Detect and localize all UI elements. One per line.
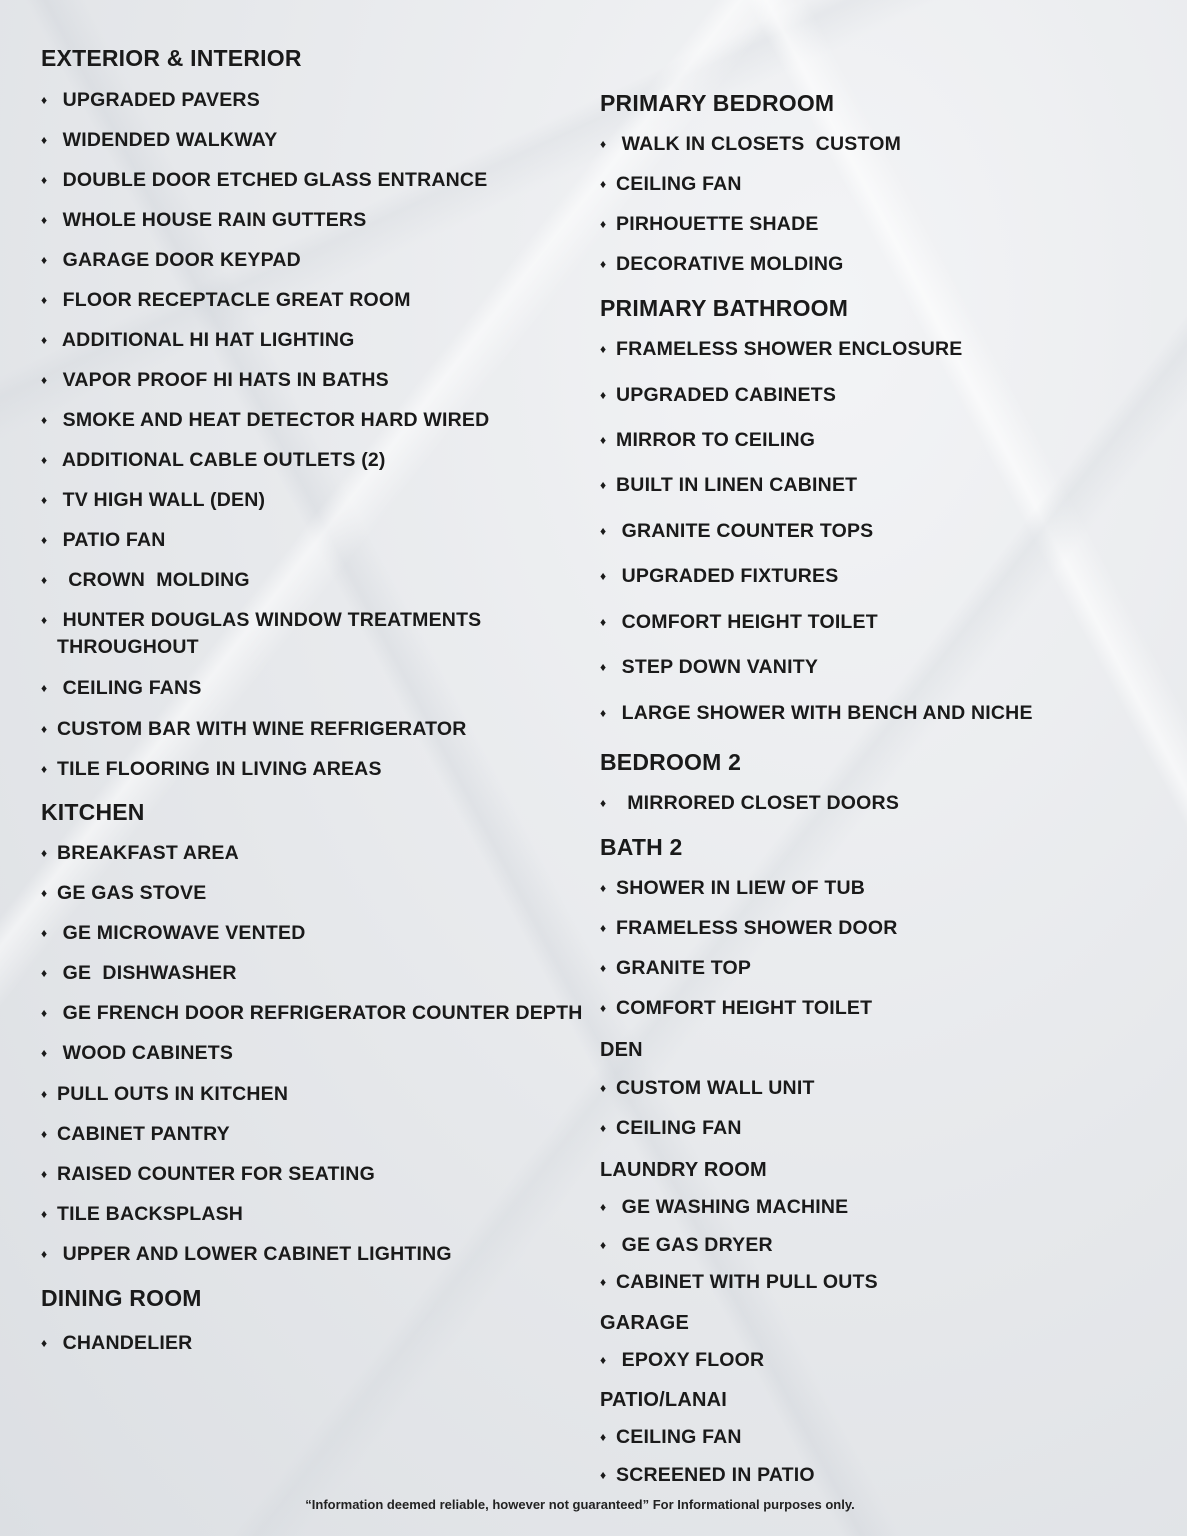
list-item: ♦ HUNTER DOUGLAS WINDOW TREATMENTS THROUGHOUT (41, 609, 488, 658)
list-item: ♦ TILE FLOORING IN LIVING AREAS (41, 756, 382, 783)
diamond-bullet-icon: ♦ (41, 573, 48, 587)
list-item: ♦ CEILING FANS (41, 675, 202, 702)
list-item: ♦ GE GAS DRYER (600, 1232, 773, 1259)
list-item: ♦ COMFORT HEIGHT TOILET (600, 995, 872, 1022)
diamond-bullet-icon: ♦ (600, 569, 607, 583)
list-item: ♦ CEILING FAN (600, 1424, 742, 1451)
disclaimer-footer: “Information deemed reliable, however not guaranteed” For Informational purposes only. (305, 1497, 855, 1512)
list-item: ♦ CABINET PANTRY (41, 1121, 230, 1148)
section-heading-primary-bedroom: PRIMARY BEDROOM (600, 90, 835, 116)
diamond-bullet-icon: ♦ (41, 1336, 48, 1350)
diamond-bullet-icon: ♦ (41, 966, 48, 980)
list-item: ♦ WHOLE HOUSE RAIN GUTTERS (41, 207, 366, 234)
list-item: ♦ ADDITIONAL CABLE OUTLETS (2) (41, 447, 386, 474)
diamond-bullet-icon: ♦ (600, 137, 607, 151)
list-item: ♦ WIDENDED WALKWAY (41, 127, 277, 154)
list-item: ♦ WOOD CABINETS (41, 1040, 233, 1067)
section-heading-bath-2: BATH 2 (600, 834, 683, 860)
list-item: ♦ TV HIGH WALL (DEN) (41, 487, 265, 514)
diamond-bullet-icon: ♦ (41, 373, 48, 387)
list-item: ♦ MIRROR TO CEILING (600, 427, 815, 454)
diamond-bullet-icon: ♦ (600, 706, 607, 720)
diamond-bullet-icon: ♦ (600, 921, 607, 935)
list-item: ♦ CABINET WITH PULL OUTS (600, 1269, 878, 1296)
diamond-bullet-icon: ♦ (41, 1207, 48, 1221)
list-item: ♦ UPGRADED CABINETS (600, 382, 836, 409)
list-item: ♦ CHANDELIER (41, 1330, 192, 1357)
list-item: ♦ SHOWER IN LIEW OF TUB (600, 875, 865, 902)
diamond-bullet-icon: ♦ (41, 533, 48, 547)
list-item: ♦ FRAMELESS SHOWER ENCLOSURE (600, 336, 962, 363)
diamond-bullet-icon: ♦ (41, 1127, 48, 1141)
diamond-bullet-icon: ♦ (600, 1238, 607, 1252)
list-item: ♦ CEILING FAN (600, 1115, 742, 1142)
diamond-bullet-icon: ♦ (41, 333, 48, 347)
diamond-bullet-icon: ♦ (41, 213, 48, 227)
list-item: ♦ GE MICROWAVE VENTED (41, 920, 306, 947)
diamond-bullet-icon: ♦ (600, 1001, 607, 1015)
diamond-bullet-icon: ♦ (41, 613, 48, 627)
diamond-bullet-icon: ♦ (41, 681, 48, 695)
diamond-bullet-icon: ♦ (41, 293, 48, 307)
diamond-bullet-icon: ♦ (41, 1247, 48, 1261)
section-heading-garage: GARAGE (600, 1312, 689, 1334)
section-heading-bedroom-2: BEDROOM 2 (600, 749, 742, 775)
section-heading-den: DEN (600, 1039, 643, 1061)
list-item: ♦ DECORATIVE MOLDING (600, 251, 844, 278)
diamond-bullet-icon: ♦ (41, 1167, 48, 1181)
list-item: ♦ LARGE SHOWER WITH BENCH AND NICHE (600, 700, 1033, 727)
diamond-bullet-icon: ♦ (600, 388, 607, 402)
diamond-bullet-icon: ♦ (600, 961, 607, 975)
diamond-bullet-icon: ♦ (600, 1081, 607, 1095)
list-item: ♦ COMFORT HEIGHT TOILET (600, 609, 878, 636)
diamond-bullet-icon: ♦ (600, 1200, 607, 1214)
diamond-bullet-icon: ♦ (600, 342, 607, 356)
diamond-bullet-icon: ♦ (41, 886, 48, 900)
diamond-bullet-icon: ♦ (600, 257, 607, 271)
list-item: ♦ FLOOR RECEPTACLE GREAT ROOM (41, 287, 411, 314)
list-item: ♦ GE DISHWASHER (41, 960, 237, 987)
list-item: ♦ CUSTOM BAR WITH WINE REFRIGERATOR (41, 716, 467, 743)
diamond-bullet-icon: ♦ (600, 217, 607, 231)
diamond-bullet-icon: ♦ (600, 881, 607, 895)
list-item: ♦ PULL OUTS IN KITCHEN (41, 1081, 288, 1108)
list-item: ♦ BUILT IN LINEN CABINET (600, 472, 857, 499)
section-heading-laundry-room: LAUNDRY ROOM (600, 1159, 767, 1181)
section-heading-primary-bathroom: PRIMARY BATHROOM (600, 295, 849, 321)
diamond-bullet-icon: ♦ (600, 478, 607, 492)
list-item: ♦ RAISED COUNTER FOR SEATING (41, 1161, 375, 1188)
diamond-bullet-icon: ♦ (600, 1468, 607, 1482)
list-item: ♦ CUSTOM WALL UNIT (600, 1075, 815, 1102)
diamond-bullet-icon: ♦ (41, 493, 48, 507)
list-item: ♦ UPGRADED FIXTURES (600, 563, 838, 590)
list-item: ♦ VAPOR PROOF HI HATS IN BATHS (41, 367, 389, 394)
list-item: ♦ CROWN MOLDING (41, 567, 250, 594)
list-item: ♦ UPGRADED PAVERS (41, 87, 260, 114)
list-item: ♦ EPOXY FLOOR (600, 1347, 764, 1374)
list-item: ♦ TILE BACKSPLASH (41, 1201, 243, 1228)
list-item: ♦ PIRHOUETTE SHADE (600, 211, 819, 238)
list-item: ♦ SMOKE AND HEAT DETECTOR HARD WIRED (41, 407, 489, 434)
list-item: ♦ WALK IN CLOSETS CUSTOM (600, 131, 901, 158)
list-item: ♦ UPPER AND LOWER CABINET LIGHTING (41, 1241, 452, 1268)
diamond-bullet-icon: ♦ (41, 722, 48, 736)
list-item: ♦ STEP DOWN VANITY (600, 654, 818, 681)
diamond-bullet-icon: ♦ (600, 1275, 607, 1289)
list-item: ♦ FRAMELESS SHOWER DOOR (600, 915, 898, 942)
diamond-bullet-icon: ♦ (41, 762, 48, 776)
list-item: ♦ CEILING FAN (600, 171, 742, 198)
diamond-bullet-icon: ♦ (600, 524, 607, 538)
diamond-bullet-icon: ♦ (600, 796, 607, 810)
diamond-bullet-icon: ♦ (600, 433, 607, 447)
list-item: ♦ GRANITE TOP (600, 955, 751, 982)
section-heading-kitchen: KITCHEN (41, 799, 145, 825)
list-item: ♦ GRANITE COUNTER TOPS (600, 518, 873, 545)
section-heading-exterior-interior: EXTERIOR & INTERIOR (41, 45, 302, 71)
diamond-bullet-icon: ♦ (41, 453, 48, 467)
list-item: ♦ PATIO FAN (41, 527, 166, 554)
diamond-bullet-icon: ♦ (41, 1046, 48, 1060)
diamond-bullet-icon: ♦ (41, 93, 48, 107)
diamond-bullet-icon: ♦ (600, 1121, 607, 1135)
diamond-bullet-icon: ♦ (600, 660, 607, 674)
diamond-bullet-icon: ♦ (600, 1353, 607, 1367)
diamond-bullet-icon: ♦ (41, 846, 48, 860)
list-item: ♦ BREAKFAST AREA (41, 840, 239, 867)
diamond-bullet-icon: ♦ (600, 615, 607, 629)
list-item: ♦ MIRRORED CLOSET DOORS (600, 790, 899, 817)
diamond-bullet-icon: ♦ (41, 1006, 48, 1020)
diamond-bullet-icon: ♦ (41, 133, 48, 147)
list-item: ♦ GARAGE DOOR KEYPAD (41, 247, 301, 274)
diamond-bullet-icon: ♦ (41, 173, 48, 187)
list-item: ♦ GE GAS STOVE (41, 880, 206, 907)
section-heading-patio-lanai: PATIO/LANAI (600, 1389, 728, 1411)
list-item: ♦ GE WASHING MACHINE (600, 1194, 848, 1221)
list-item: ♦ ADDITIONAL HI HAT LIGHTING (41, 327, 355, 354)
diamond-bullet-icon: ♦ (41, 253, 48, 267)
diamond-bullet-icon: ♦ (600, 177, 607, 191)
list-item: ♦ GE FRENCH DOOR REFRIGERATOR COUNTER DEPTH (41, 1000, 583, 1027)
diamond-bullet-icon: ♦ (600, 1430, 607, 1444)
diamond-bullet-icon: ♦ (41, 926, 48, 940)
diamond-bullet-icon: ♦ (41, 413, 48, 427)
section-heading-dining-room: DINING ROOM (41, 1285, 202, 1311)
list-item: ♦ DOUBLE DOOR ETCHED GLASS ENTRANCE (41, 167, 487, 194)
list-item: ♦ SCREENED IN PATIO (600, 1462, 815, 1489)
diamond-bullet-icon: ♦ (41, 1087, 48, 1101)
